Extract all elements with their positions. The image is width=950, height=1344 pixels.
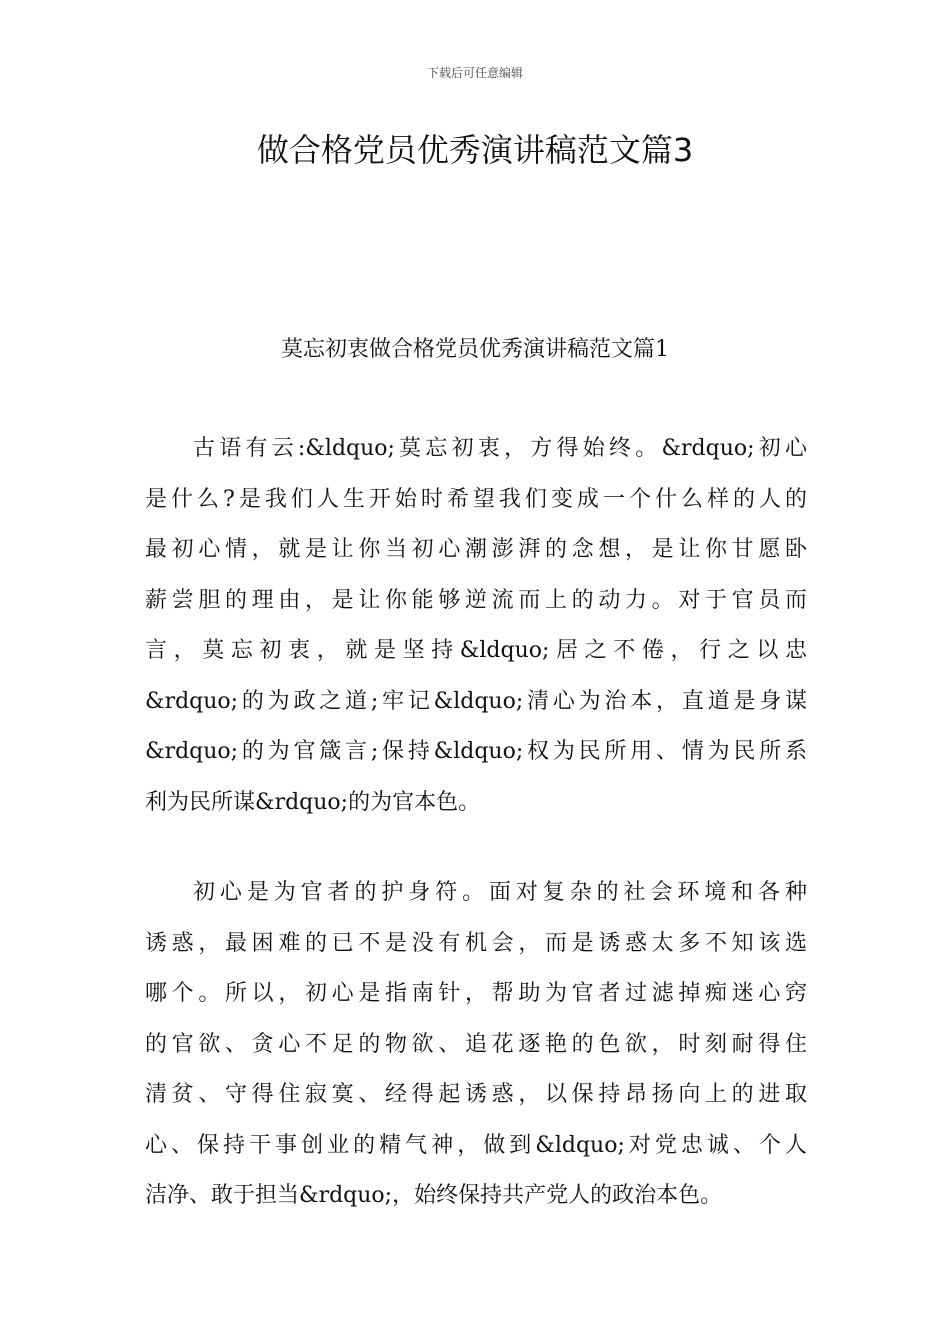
paragraph-line: 言，莫忘初衷，就是坚持&ldquo;居之不倦，行之以忠 <box>145 638 807 663</box>
paragraph-line: 利为民所谋&rdquo;的为官本色。 <box>145 789 481 815</box>
paragraph-line: 初心是为官者的护身符。面对复杂的社会环境和各种 <box>193 880 807 905</box>
paragraph-line: 清贫、守得住寂寞、经得起诱惑，以保持昂扬向上的进取 <box>145 1082 807 1107</box>
paragraph-line: &rdquo;的为官箴言;保持&ldquo;权为民所用、情为民所系 <box>145 739 807 764</box>
header-note: 下载后可任意编辑 <box>426 66 523 80</box>
paragraph-line: 诱惑，最困难的已不是没有机会，而是诱惑太多不知该选 <box>145 930 807 956</box>
paragraph-line: 洁净、敢于担当&rdquo;，始终保持共产党人的政治本色。 <box>145 1183 723 1208</box>
paragraph-line: &rdquo;的为政之道;牢记&ldquo;清心为治本，直道是身谋 <box>145 688 807 714</box>
section-heading: 莫忘初衷做合格党员优秀演讲稿范文篇1 <box>281 337 669 362</box>
paragraph-line: 最初心情，就是让你当初心潮澎湃的念想，是让你甘愿卧 <box>145 537 807 562</box>
paragraph-2 <box>145 868 807 1222</box>
paragraph-1 <box>145 424 807 828</box>
paragraph-line: 薪尝胆的理由，是让你能够逆流而上的动力。对于官员而 <box>145 587 807 613</box>
paragraph-line: 哪个。所以，初心是指南针，帮助为官者过滤掉痴迷心窍 <box>145 981 807 1006</box>
document-title: 做合格党员优秀演讲稿范文篇3 <box>256 131 694 169</box>
paragraph-line: 古语有云:&ldquo;莫忘初衷，方得始终。&rdquo;初心 <box>193 436 807 461</box>
paragraph-line: 是什么?是我们人生开始时希望我们变成一个什么样的人的 <box>145 486 807 512</box>
paragraph-line: 心、保持干事创业的精气神，做到&ldquo;对党忠诚、个人 <box>145 1132 807 1158</box>
paragraph-line: 的官欲、贪心不足的物欲、追花逐艳的色欲，时刻耐得住 <box>145 1031 807 1057</box>
